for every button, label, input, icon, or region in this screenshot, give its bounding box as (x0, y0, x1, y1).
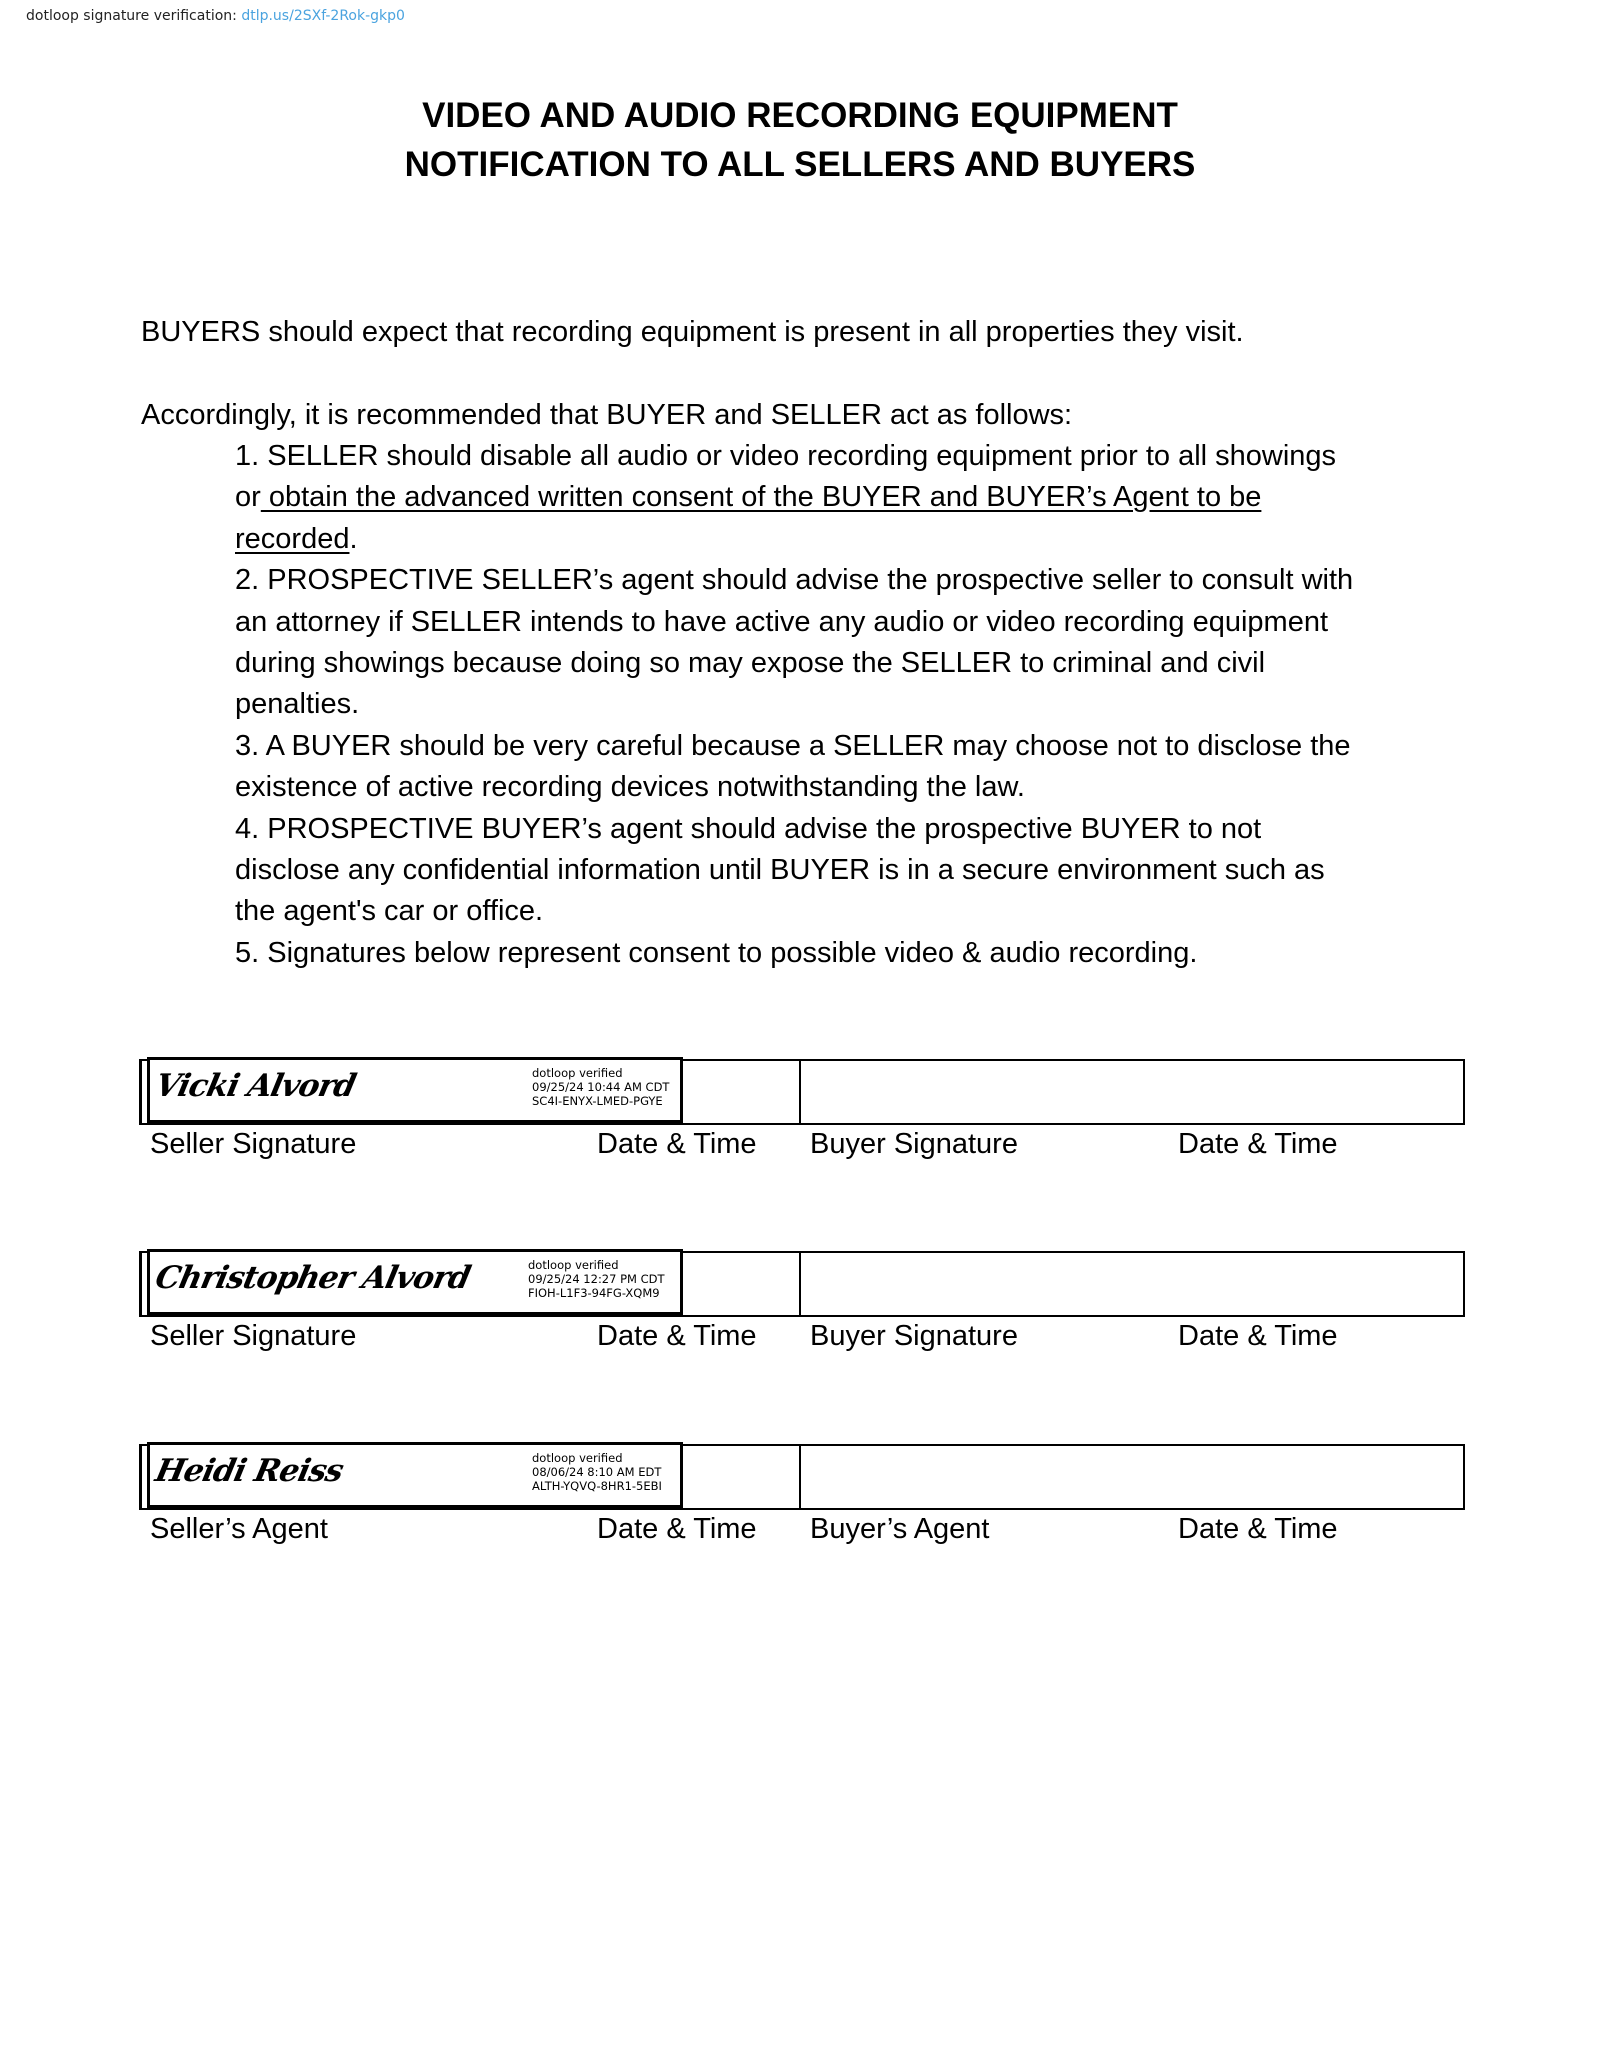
label-seller-signature: Seller Signature (150, 1128, 357, 1160)
stamp-code: FIOH-L1F3-94FG-XQM9 (528, 1286, 660, 1300)
list-item-3-line-2: existence of active recording devices notwithstanding the law. (235, 771, 1025, 804)
list-item-1-line-3 (235, 519, 1465, 560)
dotloop-verification-stamp (532, 1066, 669, 1108)
stamp-title: dotloop verified (532, 1066, 623, 1080)
list-item-1-suffix: . (349, 522, 358, 555)
sellers-agent-signature: Heidi Reiss (152, 1453, 347, 1489)
label-sellers-agent: Seller’s Agent (150, 1513, 328, 1545)
list-item-2-line-2: an attorney if SELLER intends to have active any audio or video recording equipment (235, 605, 1329, 638)
list-item-1-underlined: obtain the advanced written consent of the BUYER and BUYER’s Agent to be (260, 481, 1262, 514)
intro-paragraph: BUYERS should expect that recording equipment is present in all properties they visit. (141, 316, 1244, 348)
document-title-line-2: NOTIFICATION TO ALL SELLERS AND BUYERS (404, 145, 1196, 184)
label-date-time: Date & Time (1178, 1513, 1338, 1545)
stamp-code: ALTH-YQVQ-8HR1-5EBI (532, 1479, 662, 1493)
recommendation-lead: Accordingly, it is recommended that BUYER and SELLER act as follows: (141, 399, 1073, 431)
list-item-3-line-1: 3. A BUYER should be very careful because a SELLER may choose not to disclose the (235, 729, 1351, 762)
label-date-time: Date & Time (597, 1513, 757, 1545)
list-item-2-line-3: during showings because doing so may expose the SELLER to criminal and civil (235, 647, 1266, 680)
signature-field-edge (139, 1444, 142, 1510)
stamp-date: 09/25/24 12:27 PM CDT (528, 1272, 665, 1286)
verification-label: dotloop signature verification: (26, 8, 237, 24)
signature-row-2 (139, 1251, 1461, 1317)
recommendation-list (235, 436, 1465, 974)
list-item-1-underlined-end: recorded (235, 522, 350, 555)
seller-signature: Vicki Alvord (152, 1068, 359, 1104)
stamp-title: dotloop verified (528, 1258, 619, 1272)
signature-labels-row-1 (0, 1128, 1600, 1168)
signature-field-edge (139, 1251, 142, 1317)
stamp-code: SC4I-ENYX-LMED-PGYE (532, 1094, 663, 1108)
signature-field-edge (139, 1059, 142, 1125)
list-item-1-prefix: or (235, 481, 261, 514)
verification-link[interactable]: dtlp.us/2SXf-2Rok-gkp0 (241, 8, 405, 24)
document-title-line-1: VIDEO AND AUDIO RECORDING EQUIPMENT (422, 96, 1178, 135)
signature-row-3 (139, 1444, 1461, 1510)
seller-signature-stamp[interactable] (147, 1249, 683, 1315)
stamp-title: dotloop verified (532, 1451, 623, 1465)
list-item-4-line-1: 4. PROSPECTIVE BUYER’s agent should advise the prospective BUYER to not (235, 812, 1262, 845)
dotloop-verification-stamp (528, 1258, 665, 1300)
list-item-1-line-2 (235, 477, 1465, 518)
seller-signature: Christopher Alvord (152, 1260, 474, 1296)
signature-verification-header (26, 8, 405, 24)
signature-row-1 (139, 1059, 1461, 1125)
list-item-4-line-3: the agent's car or office. (235, 895, 544, 928)
label-buyers-agent: Buyer’s Agent (810, 1513, 990, 1545)
label-date-time: Date & Time (1178, 1320, 1338, 1352)
dotloop-verification-stamp (532, 1451, 662, 1493)
buyer-signature-field[interactable] (801, 1253, 1461, 1315)
label-buyer-signature: Buyer Signature (810, 1320, 1018, 1352)
list-item-2-line-4: penalties. (235, 688, 360, 721)
label-seller-signature: Seller Signature (150, 1320, 357, 1352)
buyers-agent-signature-field[interactable] (801, 1446, 1461, 1508)
label-date-time: Date & Time (597, 1128, 757, 1160)
signature-labels-row-3 (0, 1513, 1600, 1553)
list-item-1-line-1: 1. SELLER should disable all audio or video recording equipment prior to all showings (235, 440, 1337, 472)
list-item-2-line-1: 2. PROSPECTIVE SELLER’s agent should advise the prospective seller to consult with (235, 564, 1354, 597)
sellers-agent-signature-stamp[interactable] (147, 1442, 683, 1508)
buyer-signature-field[interactable] (801, 1061, 1461, 1123)
label-buyer-signature: Buyer Signature (810, 1128, 1018, 1160)
label-date-time: Date & Time (1178, 1128, 1338, 1160)
signature-labels-row-2 (0, 1320, 1600, 1360)
list-item-5: 5. Signatures below represent consent to possible video & audio recording. (235, 936, 1198, 969)
stamp-date: 09/25/24 10:44 AM CDT (532, 1080, 670, 1094)
label-date-time: Date & Time (597, 1320, 757, 1352)
seller-signature-stamp[interactable] (147, 1057, 683, 1123)
stamp-date: 08/06/24 8:10 AM EDT (532, 1465, 662, 1479)
list-item-4-line-2: disclose any confidential information until BUYER is in a secure environment such as (235, 854, 1325, 887)
